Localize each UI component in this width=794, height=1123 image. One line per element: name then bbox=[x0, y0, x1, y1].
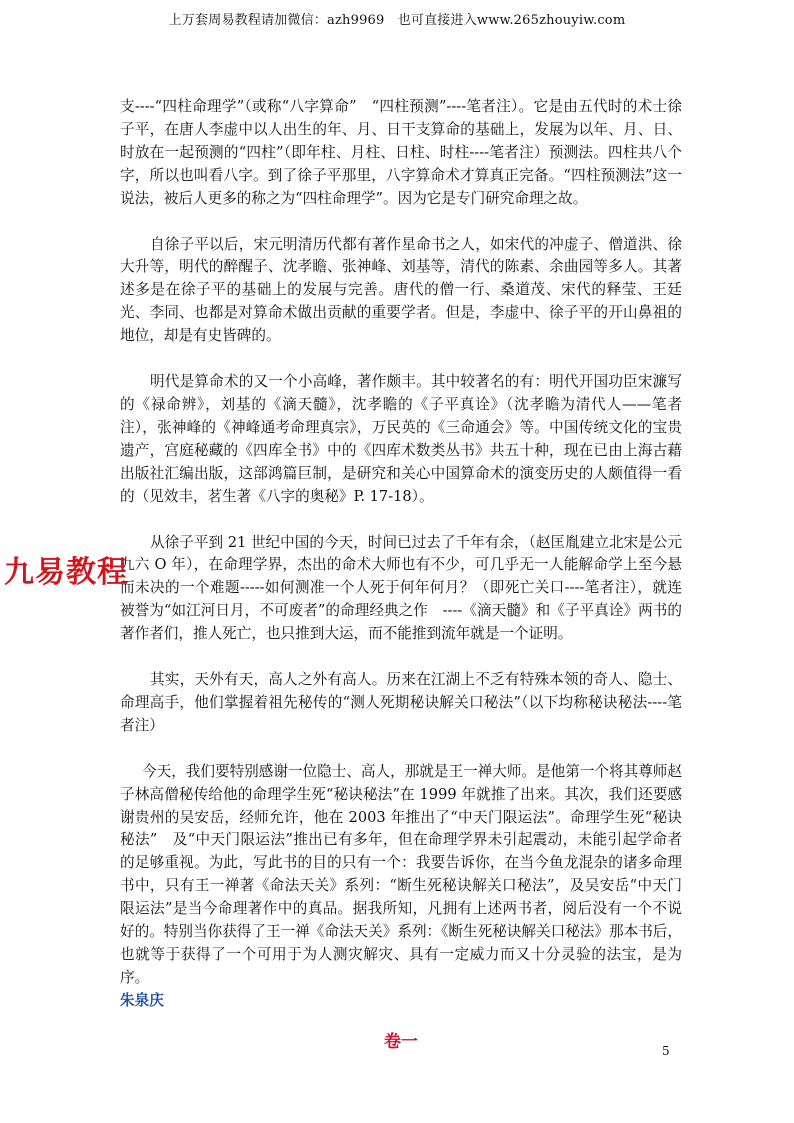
watermark-logo: 九易教程 bbox=[4, 555, 128, 590]
volume-heading: 卷一 bbox=[384, 1031, 418, 1052]
paragraph-3: 明代是算命术的又一个小高峰，著作颇丰。其中较著名的有：明代开国功臣宋濂写的《禄命辨》，刘基的《滴天髓》，沈孝瞻的《子平真诠》（沈孝瞻为清代人——笔者注），张神峰的《神峰通考命理真宗》，万民英的《三命通会》等。中国传统文化的宝贵遗产，宫庭秘藏的《四库全书》中的《四库术数类丛书》共五十种，现在已由上海古藉出版社汇编出版，这部鸿篇巨制，是研究和关心中国算命术的演变历史的人颇值得一看的（见效丰，茗生著《八字的奥秘》P. 17-18）。 bbox=[120, 373, 682, 505]
page-header: 上万套周易教程请加微信：azh9969 也可直接进入www.265zhouyiw.com bbox=[168, 13, 626, 28]
paragraph-4: 从徐子平到 21 世纪中国的今天，时间已过去了千年有余，（赵匡胤建立北宋是公元九六 O 年），在命理学界，杰出的命术大师也有不少，可几乎无一人能解命学上至今悬而未决的一个难题-----如何测准一个人死于何年何月？（即死亡关口----笔者注），就连被誉为“如江河日月，不可废者”的命理经典之作 ----《滴天髓》和《子平真诠》两书的著作者们，推人死亡，也只推到大运，而不能推到流年就是一个证明。 bbox=[120, 533, 682, 643]
paragraph-1: 支----“四柱命理学”（或称“八字算命” “四柱预测”----笔者注）。它是由五代时的术士徐子平，在唐人李虚中以人出生的年、月、日干支算命的基础上，发展为以年、月、日、时放在一起预测的“四柱”（即年柱、月柱、日柱、时柱----笔者注）预测法。四柱共八个字，所以也叫看八字。到了徐子平那里，八字算命术才算真正完备。“四柱预测法”这一说法，被后人更多的称之为“四柱命理学”。因为它是专门研究命理之故。 bbox=[120, 98, 682, 207]
document-body bbox=[120, 96, 682, 1054]
paragraph-6: 今天，我们要特别感谢一位隐士、高人，那就是王一禅大师。是他第一个将其尊师赵子林高僧秘传给他的命理学生死“秘诀秘法”在 1999 年就推了出来。其次，我们还要感谢贵州的吴安岳，经师允许，他在 2003 年推出了“中天门限运法”。命理学生死“秘诀秘法” 及“中天门限运法”推出已有多年，但在命理学界未引起震动，未能引起学命者的足够重视。为此，写此书的目的只有一个：我要告诉你，在当今鱼龙混杂的诸多命理书中，只有王一禅著《命法天关》系列：“断生死秘诀解关口秘法”，及吴安岳“中天门限运法”是当今命理著作中的真品。据我所知，凡拥有上述两书者，阅后没有一个不说好的。特别当你获得了王一禅《命法天关》系列：《断生死秘诀解关口秘法》那本书后，也就等于获得了一个可用于为人测灾解灾、具有一定威力而又十分灵验的法宝，是为序。 bbox=[120, 762, 682, 986]
author-signature: 朱泉庆 bbox=[120, 991, 164, 1009]
paragraph-5: 其实，天外有天，高人之外有高人。历来在江湖上不乏有特殊本领的奇人、隐士、命理高手，他们掌握着祖先秘传的“测人死期秘诀解关口秘法”（以下均称秘诀秘法----笔者注） bbox=[120, 671, 682, 734]
paragraph-2: 自徐子平以后，宋元明清历代都有著作星命书之人，如宋代的冲虚子、僧道洪、徐大升等，明代的醉醒子、沈孝瞻、张神峰、刘基等，清代的陈素、余曲园等多人。其著述多是在徐子平的基础上的发展与完善。唐代的僧一行、桑道茂、宋代的释莹、王廷光、李同、也都是对算命术做出贡献的重要学者。但是，李虚中、徐子平的开山鼻祖的地位，却是有史皆碑的。 bbox=[120, 235, 682, 345]
page-number: 5 bbox=[662, 1044, 670, 1058]
